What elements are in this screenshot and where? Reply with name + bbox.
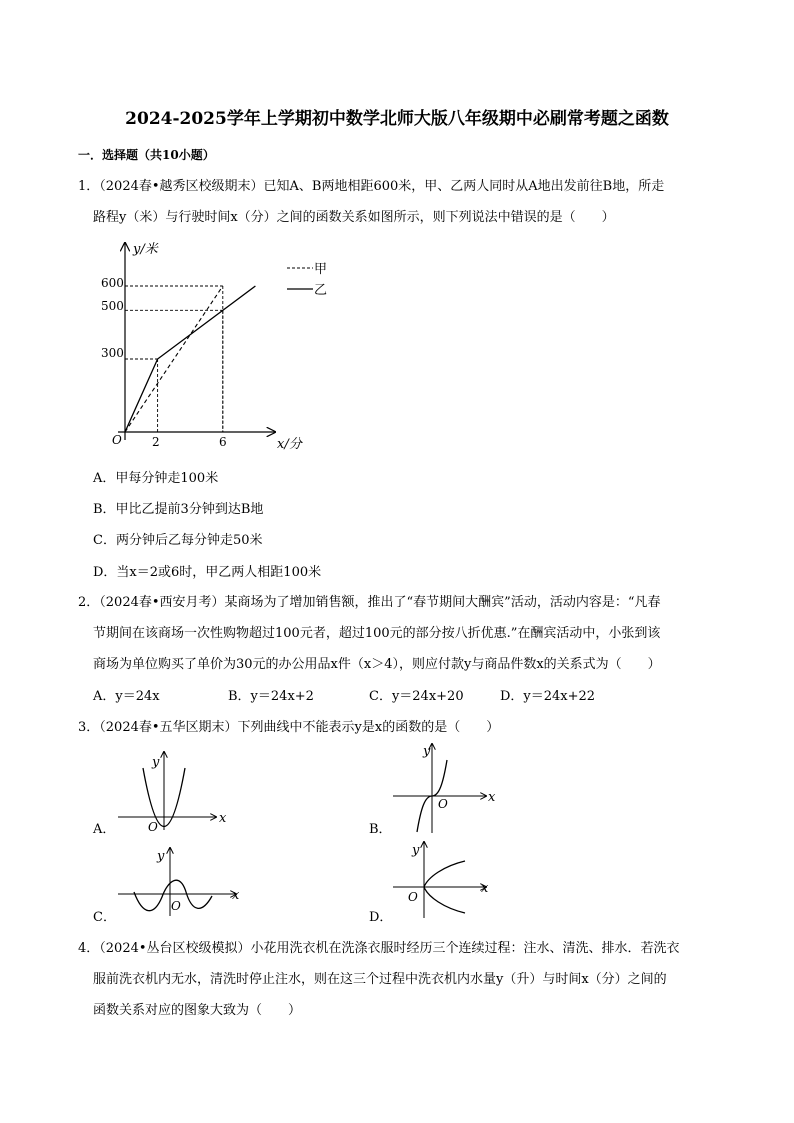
- q1-stem-line-2: 路程y（米）与行驶时间x（分）之间的函数关系如图所示，则下列说法中错误的是（ ）: [93, 210, 615, 225]
- q3-option-c-label: C．: [93, 910, 116, 925]
- q3-axis-y-label: y: [157, 849, 165, 864]
- q4-stem-line-2: 服前洗衣机内无水，清洗时停止注水，则在这三个过程中洗衣机内水量y（升）与时间x（分）之间的: [93, 972, 667, 987]
- q1-option-c: C．两分钟后乙每分钟走50米: [93, 533, 263, 548]
- q3-axis-x-label: x: [219, 811, 227, 826]
- q3-axis-y-label: y: [423, 744, 431, 759]
- q1-legend-yi-label: 乙: [314, 283, 328, 298]
- q3-origin-label: O: [148, 820, 158, 834]
- q3-option-d-label: D．: [369, 910, 393, 925]
- q3-option-b-label: B．: [369, 822, 392, 837]
- q3-origin-label: O: [408, 890, 418, 904]
- q1-option-a: A．甲每分钟走100米: [93, 471, 219, 486]
- q1-legend-jia-label: 甲: [314, 262, 328, 277]
- q2-stem-line-3: 商场为单位购买了单价为30元的办公用品x件（x＞4），则应付款y与商品件数x的关系式为（ ）: [93, 657, 661, 672]
- q1-y-tick-label: 600: [101, 276, 124, 290]
- q3-curve-c: [134, 880, 212, 910]
- q3-axis-y-label: y: [152, 755, 160, 770]
- q1-y-tick-label: 500: [101, 299, 124, 313]
- q3-stem-line-1: 3．（2024春•五华区期末）下列曲线中不能表示y是x的函数的是（ ）: [78, 720, 500, 735]
- q3-graph-b: [393, 744, 496, 833]
- q3-axis-y-label: y: [412, 843, 420, 858]
- q1-option-b: B．甲比乙提前3分钟到达B地: [93, 502, 264, 517]
- q2-stem-line-2: 节期间在该商场一次性购物超过100元者，超过100元的部分按八折优惠.”在酬宾活动中，小张到该: [93, 626, 661, 641]
- q3-curve-a: [143, 768, 185, 827]
- q4-stem-line-1: 4．（2024•丛台区校级模拟）小花用洗衣机在洗涤衣服时经历三个连续过程：注水、清洗、排水．若洗衣: [78, 941, 680, 956]
- q2-stem-line-1: 2．（2024春•西安月考）某商场为了增加销售额，推出了“春节期间大酬宾”活动，活动内容是：“凡春: [78, 595, 661, 610]
- page-title: 2024-2025学年上学期初中数学北师大版八年级期中必刷常考题之函数: [125, 109, 669, 129]
- q3-axis-x-label: x: [488, 790, 496, 805]
- q3-origin-label: O: [171, 899, 181, 913]
- q1-x-tick-label: 2: [152, 435, 160, 449]
- q3-curve-b: [417, 760, 447, 832]
- q1-x-tick-label: 6: [219, 435, 227, 449]
- q2-option-d: D．y＝24x+22: [500, 689, 596, 704]
- q1-x-axis-label: x/分: [277, 437, 302, 452]
- q1-series-jia: [125, 286, 223, 432]
- q1-option-d: D．当x＝2或6时，甲乙两人相距100米: [93, 565, 322, 580]
- q3-graph-c: [118, 848, 240, 916]
- q3-option-a-label: A．: [93, 822, 116, 837]
- q3-origin-label: O: [438, 797, 448, 811]
- q2-option-b: B．y＝24x+2: [228, 689, 314, 704]
- q3-graph-a: [118, 752, 227, 834]
- q1-y-tick-label: 300: [101, 346, 124, 360]
- q1-origin-label: O: [112, 433, 122, 447]
- q4-stem-line-3: 函数关系对应的图象大致为（ ）: [93, 1003, 302, 1018]
- q3-axis-x-label: x: [481, 881, 489, 896]
- q2-option-c: C．y＝24x+20: [369, 689, 464, 704]
- q3-graph-d: [393, 842, 489, 918]
- q3-curve-d: [424, 861, 465, 913]
- q2-option-a: A．y＝24x: [93, 689, 160, 704]
- q3-axis-x-label: x: [232, 888, 240, 903]
- q1-y-axis-label: y/米: [133, 242, 158, 257]
- q1-stem-line-1: 1．（2024春•越秀区校级期末）已知A、B两地相距600米，甲、乙两人同时从A地出发前往B地，所走: [78, 179, 665, 194]
- section-heading: 一．选择题（共10小题）: [78, 148, 215, 162]
- q1-series-yi: [125, 286, 255, 432]
